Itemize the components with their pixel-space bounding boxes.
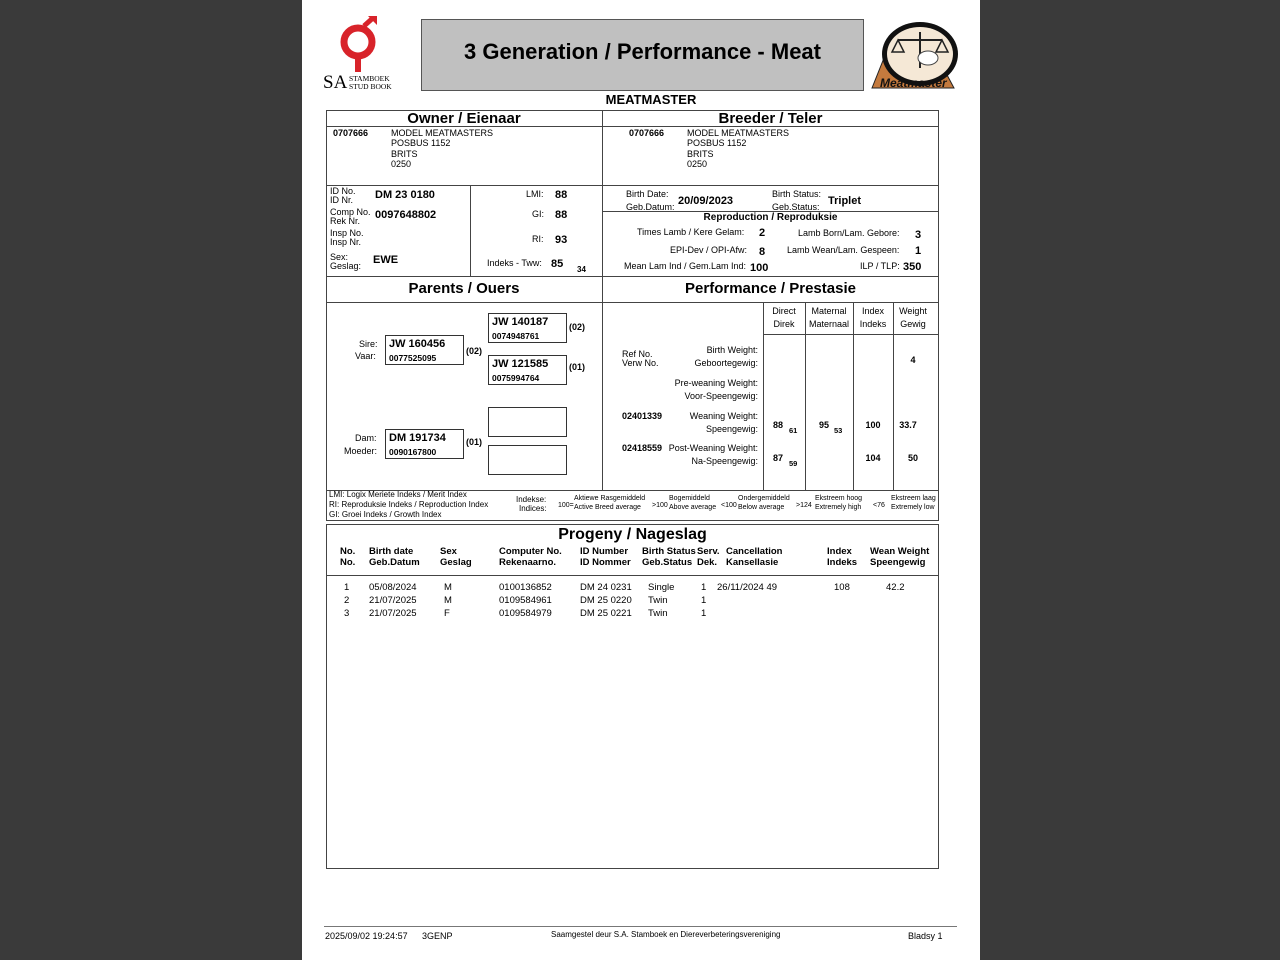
reproduction-heading: Reproduction / Reproduksie	[703, 212, 838, 223]
col-direct-header-af: Direk	[773, 319, 795, 329]
breed-subtitle: MEATMASTER	[605, 92, 697, 107]
col-maternal-header-af: Maternaal	[808, 319, 850, 329]
birth-status-value: Triplet	[828, 195, 862, 207]
legend-lmi: LMI: Logix Meriete Indeks / Merit Index	[329, 490, 467, 499]
legend-indices: Indices:	[519, 504, 547, 513]
divider	[763, 334, 939, 335]
legend-ri: RI: Reproduksie Indeks / Reproduction Index	[329, 500, 489, 509]
meatmaster-logo-text: Meatmaster	[880, 76, 947, 90]
parents-heading: Parents / Ouers	[408, 280, 520, 297]
breeder-line: BRITS	[687, 149, 714, 159]
footer-report-code: 3GENP	[422, 931, 453, 941]
owner-line: POSBUS 1152	[391, 138, 451, 148]
progeny-comp: 0100136852	[499, 582, 552, 593]
footer-compiled-by: Saamgestel deur S.A. Stamboek en Diereverbeteringsvereniging	[551, 930, 781, 939]
performance-heading: Performance / Prestasie	[685, 280, 856, 297]
insp-label: Insp No.	[330, 228, 364, 238]
birth-date-label-af: Geb.Datum:	[626, 202, 675, 212]
sire-label-af: Vaar:	[355, 351, 376, 361]
logo-line1: STAMBOEK	[349, 74, 390, 83]
progeny-date: 21/07/2025	[369, 608, 417, 619]
studbook-emblem-icon	[330, 16, 390, 74]
progeny-serv: 1	[701, 582, 707, 593]
progeny-col-header: ID Nommer	[580, 557, 631, 568]
progeny-id: DM 25 0221	[580, 608, 632, 619]
sa-studbook-logo	[320, 16, 400, 94]
pre-weaning-label-af: Voor-Speengewig:	[684, 391, 758, 401]
divider	[470, 185, 471, 277]
divider	[326, 276, 939, 277]
tww-value: 85	[551, 258, 564, 270]
legend-text: Ekstreem hoog	[815, 495, 863, 502]
legend-text: Above average	[669, 504, 717, 511]
breeder-line: 0250	[687, 159, 708, 169]
divider	[805, 302, 806, 490]
weaning-label-af: Speengewig:	[705, 424, 758, 434]
id-number: DM 23 0180	[375, 189, 435, 201]
post-weaning-weight: 50	[907, 453, 918, 463]
progeny-col-header: Geb.Datum	[369, 557, 420, 568]
legend-text: Extremely high	[815, 504, 862, 511]
dam-sire-box	[488, 407, 567, 437]
legend-key: <100	[721, 502, 737, 509]
legend-text: Active Breed average	[574, 504, 641, 511]
ri-label: RI:	[532, 234, 544, 244]
progeny-col-header: Computer No.	[499, 546, 562, 557]
progeny-sex: M	[444, 582, 452, 593]
progeny-col-header: Wean Weight	[870, 546, 930, 557]
title-box	[421, 19, 864, 91]
col-weight-header: Weight	[899, 306, 927, 316]
legend-text: Bogemiddeld	[669, 495, 710, 502]
progeny-date: 21/07/2025	[369, 595, 417, 606]
progeny-no: 2	[344, 595, 350, 606]
lmi-label: LMI:	[526, 189, 544, 199]
progeny-date: 05/08/2024	[369, 582, 417, 593]
owner-line: BRITS	[391, 149, 418, 159]
legend-text: Ondergemiddeld	[738, 495, 790, 502]
times-lamb-label: Times Lamb / Kere Gelam:	[637, 227, 745, 237]
progeny-wean: 42.2	[886, 582, 905, 593]
breeder-line: MODEL MEATMASTERS	[687, 128, 790, 138]
birth-status-label: Birth Status:	[772, 189, 822, 199]
comp-label-af: Rek Nr.	[330, 216, 361, 226]
mean-lam-value: 100	[750, 262, 769, 274]
progeny-col-header: Dek.	[697, 557, 718, 568]
progeny-col-header: Indeks	[827, 557, 858, 568]
tww-sub: 34	[577, 265, 586, 274]
col-index-header: Index	[861, 306, 885, 316]
progeny-id: DM 24 0231	[580, 582, 632, 593]
epi-label: EPI-Dev / OPI-Afw:	[670, 245, 748, 255]
col-direct-header: Direct	[772, 306, 796, 316]
legend-key: <76	[873, 502, 885, 509]
document-page	[302, 0, 980, 960]
post-weaning-direct-sub: 59	[789, 459, 798, 468]
weaning-maternal: 95	[819, 420, 830, 430]
legend-key: >124	[796, 502, 812, 509]
sex-label-af: Geslag:	[330, 261, 362, 271]
progeny-col-header: Birth date	[369, 546, 414, 557]
progeny-col-header: Speengewig	[870, 557, 926, 568]
divider	[326, 185, 939, 186]
col-index-header-af: Indeks	[859, 319, 887, 329]
meatmaster-logo	[868, 18, 963, 94]
divider	[326, 302, 939, 303]
sire-dam-comp: 0075994764	[492, 373, 540, 383]
legend-key: >100	[652, 502, 668, 509]
birth-weight-label: Birth Weight:	[706, 345, 758, 355]
legend-indekse: Indekse:	[516, 495, 547, 504]
progeny-serv: 1	[701, 608, 707, 619]
mean-lam-label: Mean Lam Ind / Gem.Lam Ind:	[624, 261, 747, 271]
owner-heading: Owner / Eienaar	[407, 110, 521, 127]
logo-line2: STUD BOOK	[349, 82, 392, 91]
sire-sire-comp: 0074948761	[492, 331, 540, 341]
progeny-col-header: Rekenaarno.	[499, 557, 557, 568]
progeny-sex: F	[444, 608, 450, 619]
col-weight-header-af: Gewig	[900, 319, 926, 329]
lmi-value: 88	[555, 189, 568, 201]
progeny-col-header: No.	[340, 557, 356, 568]
computer-number: 0097648802	[375, 209, 437, 221]
legend-key: 100=	[558, 502, 574, 509]
lamb-born-value: 3	[915, 229, 922, 241]
sire-name: JW 160456	[389, 338, 446, 350]
progeny-cancel: 26/11/2024 49	[717, 582, 778, 593]
progeny-status: Twin	[648, 608, 668, 619]
birth-weight-value: 4	[910, 355, 916, 365]
dam-comp: 0090167800	[389, 447, 437, 457]
progeny-col-header: Geslag	[440, 557, 472, 568]
progeny-col-header: ID Number	[580, 546, 629, 557]
dam-name: DM 191734	[389, 432, 446, 444]
progeny-comp: 0109584979	[499, 608, 552, 619]
gi-label: GI:	[532, 209, 545, 219]
ref-no-label: Ref No.	[622, 349, 653, 359]
insp-label-af: Insp Nr.	[330, 237, 362, 247]
progeny-comp: 0109584961	[499, 595, 552, 606]
post-weaning-ref: 02418559	[622, 443, 663, 453]
logo-sa-text: SA	[323, 72, 348, 93]
sire-dam-box[interactable]	[488, 355, 567, 385]
legend-text: Aktiewe Rasgemiddeld	[574, 495, 646, 502]
weaning-index: 100	[865, 420, 881, 430]
footer-page-number: Bladsy 1	[908, 931, 943, 941]
id-label-af: ID Nr.	[330, 195, 354, 205]
dam-label-af: Moeder:	[344, 446, 378, 456]
id-label: ID No.	[330, 186, 356, 196]
progeny-col-header: Sex	[440, 546, 457, 557]
divider	[326, 575, 939, 576]
legend-text: Extremely low	[891, 504, 935, 511]
progeny-serv: 1	[701, 595, 707, 606]
progeny-col-header: Index	[827, 546, 852, 557]
ref-no-label-af: Verw No.	[622, 358, 659, 368]
birth-status-label-af: Geb.Status:	[772, 202, 820, 212]
progeny-col-header: Cancellation	[726, 546, 783, 557]
progeny-id: DM 25 0220	[580, 595, 632, 606]
gi-value: 88	[555, 209, 568, 221]
comp-label: Comp No.	[330, 207, 371, 217]
lamb-wean-label: Lamb Wean/Lam. Gespeen:	[787, 245, 900, 255]
sire-box[interactable]	[385, 335, 464, 365]
birth-date-value: 20/09/2023	[678, 195, 734, 207]
page-title: 3 Generation / Performance - Meat	[464, 39, 821, 64]
birth-weight-label-af: Geboortegewig:	[694, 358, 758, 368]
pre-weaning-label: Pre-weaning Weight:	[674, 378, 758, 388]
sire-label: Sire:	[359, 339, 378, 349]
dam-label: Dam:	[355, 433, 377, 443]
dam-dam-box	[488, 445, 567, 475]
progeny-status: Twin	[648, 595, 668, 606]
owner-code: 0707666	[333, 128, 369, 138]
epi-value: 8	[759, 246, 766, 258]
weaning-direct: 88	[773, 420, 784, 430]
progeny-col-header: Birth Status	[642, 546, 696, 557]
owner-line: MODEL MEATMASTERS	[391, 128, 494, 138]
dam-code: (01)	[466, 437, 483, 447]
post-weaning-direct: 87	[773, 453, 784, 463]
post-weaning-label: Post-Weaning Weight:	[668, 443, 758, 453]
sire-sire-code: (02)	[569, 322, 586, 332]
breeder-code: 0707666	[629, 128, 665, 138]
post-weaning-label-af: Na-Speengewig:	[691, 456, 758, 466]
progeny-heading: Progeny / Nageslag	[558, 526, 707, 543]
dam-box[interactable]	[385, 429, 464, 459]
sire-dam-code: (01)	[569, 362, 586, 372]
sex-value: EWE	[373, 254, 399, 266]
divider	[763, 302, 764, 490]
lamb-born-label: Lamb Born/Lam. Gebore:	[798, 228, 900, 238]
weaning-weight: 33.7	[899, 420, 917, 430]
times-lamb-value: 2	[759, 227, 766, 239]
progeny-no: 1	[344, 582, 350, 593]
weaning-direct-sub: 61	[789, 426, 798, 435]
progeny-col-header: Kansellasie	[726, 557, 779, 568]
progeny-col-header: No.	[340, 546, 356, 557]
tww-label: Indeks - Tww:	[487, 258, 542, 268]
post-weaning-index: 104	[865, 453, 881, 463]
breeder-line: POSBUS 1152	[687, 138, 747, 148]
sire-sire-box[interactable]	[488, 313, 567, 343]
legend-text: Below average	[738, 504, 785, 511]
sire-dam-name: JW 121585	[492, 358, 549, 370]
ilp-label: ILP / TLP:	[860, 261, 900, 271]
sire-sire-name: JW 140187	[492, 316, 549, 328]
legend-text: Ekstreem laag	[891, 495, 936, 502]
ri-value: 93	[555, 234, 568, 246]
legend-gi: GI: Groei Indeks / Growth Index	[329, 510, 442, 519]
progeny-col-header: Serv.	[697, 546, 720, 557]
progeny-col-header: Geb.Status	[642, 557, 693, 568]
footer-timestamp: 2025/09/02 19:24:57	[325, 931, 408, 941]
sire-code: (02)	[466, 346, 483, 356]
weaning-maternal-sub: 53	[834, 426, 843, 435]
progeny-status: Single	[648, 582, 675, 593]
progeny-index: 108	[834, 582, 850, 593]
col-maternal-header: Maternal	[811, 306, 847, 316]
ilp-value: 350	[903, 261, 922, 273]
breeder-heading: Breeder / Teler	[718, 110, 823, 127]
lamb-wean-value: 1	[915, 245, 922, 257]
sire-comp: 0077525095	[389, 353, 437, 363]
sex-label: Sex:	[330, 252, 349, 262]
footer-divider	[324, 926, 957, 927]
birth-date-label: Birth Date:	[626, 189, 669, 199]
weaning-ref: 02401339	[622, 411, 663, 421]
owner-line: 0250	[391, 159, 412, 169]
progeny-no: 3	[344, 608, 350, 619]
progeny-sex: M	[444, 595, 452, 606]
weaning-label: Weaning Weight:	[689, 411, 758, 421]
